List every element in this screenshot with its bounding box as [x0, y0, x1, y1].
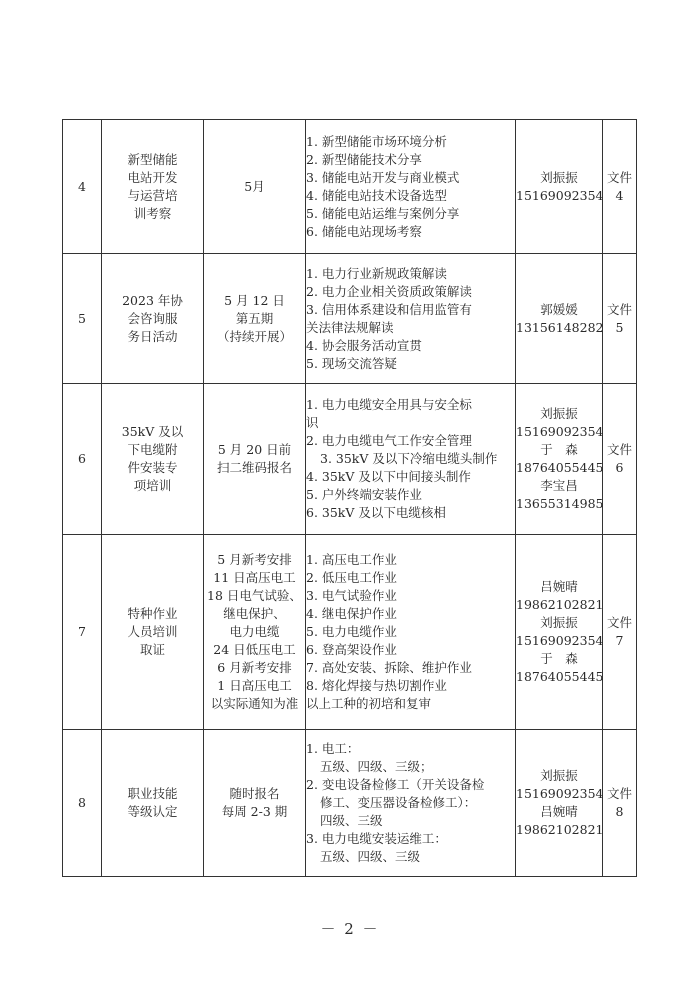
- training-time-line: 1 日高压电工: [217, 678, 292, 693]
- training-content: [306, 120, 516, 254]
- contact-line: 于 森: [540, 442, 578, 457]
- training-content-line: 2. 新型储能技术分享: [306, 151, 422, 167]
- training-time-line: 随时报名: [229, 786, 280, 801]
- file-line: 4: [615, 187, 624, 203]
- file-line: 文件: [606, 615, 632, 630]
- file-reference: [603, 535, 637, 730]
- training-name-line: 人员培训: [127, 624, 178, 639]
- training-content: [306, 535, 516, 730]
- training-content-line: 2. 低压电工作业: [306, 570, 397, 585]
- row-number: 4: [63, 120, 102, 254]
- training-content-line: 3. 信用体系建设和信用监管有: [306, 301, 472, 317]
- training-name-line: 等级认定: [127, 804, 178, 819]
- training-name-line: 务日活动: [127, 328, 178, 344]
- table-row: [63, 384, 637, 535]
- training-time-line: 每周 2-3 期: [221, 804, 288, 819]
- training-name-line: 电站开发: [127, 169, 178, 185]
- training-content-line: 3. 储能电站开发与商业模式: [306, 169, 460, 185]
- training-content-line: 4. 协会服务活动宣贯: [306, 337, 422, 353]
- contact-line: 15169092354: [516, 187, 604, 203]
- training-name-line: 训考察: [133, 205, 172, 221]
- training-content-line: 5. 户外终端安装作业: [306, 487, 422, 502]
- training-name-line: 特种作业: [127, 606, 178, 621]
- training-content-line: 1. 电力行业新规政策解读: [306, 265, 447, 281]
- row-number: 8: [63, 730, 102, 877]
- training-name-line: 项培训: [133, 478, 172, 493]
- contact-line: 刘振振: [540, 768, 578, 783]
- training-name-line: 取证: [139, 642, 165, 657]
- contact-line: 13655314985: [516, 496, 604, 511]
- file-line: 文件: [606, 786, 632, 801]
- contact-line: 郭媛媛: [540, 301, 578, 317]
- file-reference: [603, 254, 637, 384]
- contact-line: 李宝昌: [540, 478, 578, 493]
- contact-line: 刘振振: [540, 615, 578, 630]
- training-time-line: 11 日高压电工: [213, 570, 296, 585]
- training-content: [306, 254, 516, 384]
- contact-info: [516, 254, 603, 384]
- contact-info: [516, 120, 603, 254]
- training-time-line: 以实际通知为准: [210, 696, 299, 711]
- contact-line: 吕婉晴: [540, 804, 578, 819]
- contact-line: 15169092354: [516, 633, 604, 648]
- training-time-line: 6 月新考安排: [217, 660, 292, 675]
- training-schedule-table: [62, 119, 637, 877]
- table-row: [63, 120, 637, 254]
- training-name: [102, 535, 204, 730]
- training-content-line: 识: [306, 415, 319, 430]
- training-content-line: 4. 继电保护作业: [306, 606, 397, 621]
- training-content-line: 2. 电力电缆电气工作安全管理: [306, 433, 472, 448]
- contact-line: 18764055445: [516, 669, 604, 684]
- training-content-line: 关法律法规解读: [306, 319, 394, 335]
- training-content: [306, 730, 516, 877]
- contact-line: 19862102821: [516, 822, 604, 837]
- training-content-line: 7. 高处安装、拆除、维护作业: [306, 660, 472, 675]
- contact-info: [516, 730, 603, 877]
- row-number: 6: [63, 384, 102, 535]
- contact-line: 于 森: [540, 651, 578, 666]
- contact-line: 15169092354: [516, 786, 604, 801]
- training-time: [204, 730, 306, 877]
- contact-info: [516, 535, 603, 730]
- training-time-line: 电力电缆: [229, 624, 280, 639]
- table-row: [63, 730, 637, 877]
- training-content-line: 5. 电力电缆作业: [306, 624, 397, 639]
- table-row: [63, 254, 637, 384]
- training-name-line: 下电缆附: [127, 442, 178, 457]
- training-content-line: 五级、四级、三级: [320, 849, 421, 864]
- training-content-line: 4. 35kV 及以下中间接头制作: [306, 469, 471, 484]
- training-name: [102, 254, 204, 384]
- training-time-line: 5月: [244, 178, 265, 194]
- file-line: 文件: [606, 301, 632, 317]
- training-name: [102, 730, 204, 877]
- contact-line: 19862102821: [516, 597, 604, 612]
- training-content-line: 1. 高压电工作业: [306, 552, 397, 567]
- training-name-line: 件安装专: [127, 460, 178, 475]
- training-time-line: （持续开展）: [216, 328, 292, 344]
- contact-line: 18764055445: [516, 460, 604, 475]
- file-reference: [603, 384, 637, 535]
- training-content-line: 5. 储能电站运维与案例分享: [306, 205, 460, 221]
- contact-line: 刘振振: [540, 406, 578, 421]
- training-time-line: 扫二维码报名: [216, 460, 292, 475]
- training-name-line: 会咨询服: [127, 310, 178, 326]
- file-line: 6: [615, 460, 624, 475]
- training-content-line: 2. 变电设备检修工（开关设备检: [306, 777, 485, 792]
- contact-line: 刘振振: [540, 169, 578, 185]
- table-row: [63, 535, 637, 730]
- training-time-line: 继电保护、: [223, 606, 286, 621]
- training-content-line: 1. 电工：: [306, 741, 360, 756]
- training-name: [102, 384, 204, 535]
- contact-line: 吕婉晴: [540, 579, 578, 594]
- file-line: 文件: [606, 169, 632, 185]
- training-content-line: 2. 电力企业相关资质政策解读: [306, 283, 472, 299]
- training-content: [306, 384, 516, 535]
- training-content-line: 6. 储能电站现场考察: [306, 223, 422, 239]
- training-content-line: 3. 电力电缆安装运维工：: [306, 831, 447, 846]
- training-content-line: 5. 现场交流答疑: [306, 355, 397, 371]
- training-name-line: 职业技能: [127, 786, 178, 801]
- training-content-line: 修工、变压器设备检修工）：: [320, 795, 477, 810]
- training-content-line: 1. 电力电缆安全用具与安全标: [306, 397, 472, 412]
- row-number: 7: [63, 535, 102, 730]
- training-time-line: 5 月 12 日: [224, 292, 285, 308]
- contact-line: 13156148282: [516, 319, 604, 335]
- file-reference: [603, 730, 637, 877]
- contact-info: [516, 384, 603, 535]
- training-name-line: 与运营培: [127, 187, 178, 203]
- training-time-line: 24 日低压电工: [213, 642, 296, 657]
- contact-line: 15169092354: [516, 424, 604, 439]
- training-content-line: 3. 电气试验作业: [306, 588, 397, 603]
- training-time: [204, 384, 306, 535]
- training-content-line: 以上工种的初培和复审: [306, 696, 432, 711]
- training-content-line: 4. 储能电站技术设备选型: [306, 187, 447, 203]
- training-time-line: 5 月新考安排: [217, 552, 292, 567]
- training-time: [204, 120, 306, 254]
- training-time-line: 18 日电气试验、: [207, 588, 302, 603]
- training-content-line: 8. 熔化焊接与热切割作业: [306, 678, 447, 693]
- training-content-line: 3. 35kV 及以下冷缩电缆头制作: [320, 451, 498, 466]
- training-time-line: 5 月 20 日前: [217, 442, 292, 457]
- page-number: － 2 －: [320, 920, 380, 938]
- training-name-line: 35kV 及以: [121, 424, 184, 439]
- training-time-line: 第五期: [235, 310, 274, 326]
- training-name-line: 2023 年协: [122, 292, 183, 308]
- training-content-line: 6. 35kV 及以下电缆核相: [306, 505, 446, 520]
- file-line: 8: [615, 804, 624, 819]
- training-content-line: 四级、三级: [320, 813, 383, 828]
- training-time: [204, 254, 306, 384]
- training-content-line: 1. 新型储能市场环境分析: [306, 133, 447, 149]
- file-reference: [603, 120, 637, 254]
- training-name: [102, 120, 204, 254]
- row-number: 5: [63, 254, 102, 384]
- training-content-line: 6. 登高架设作业: [306, 642, 397, 657]
- training-name-line: 新型储能: [127, 151, 178, 167]
- file-line: 5: [615, 319, 624, 335]
- training-content-line: 五级、四级、三级；: [320, 759, 433, 774]
- file-line: 文件: [606, 442, 632, 457]
- file-line: 7: [615, 633, 624, 648]
- training-time: [204, 535, 306, 730]
